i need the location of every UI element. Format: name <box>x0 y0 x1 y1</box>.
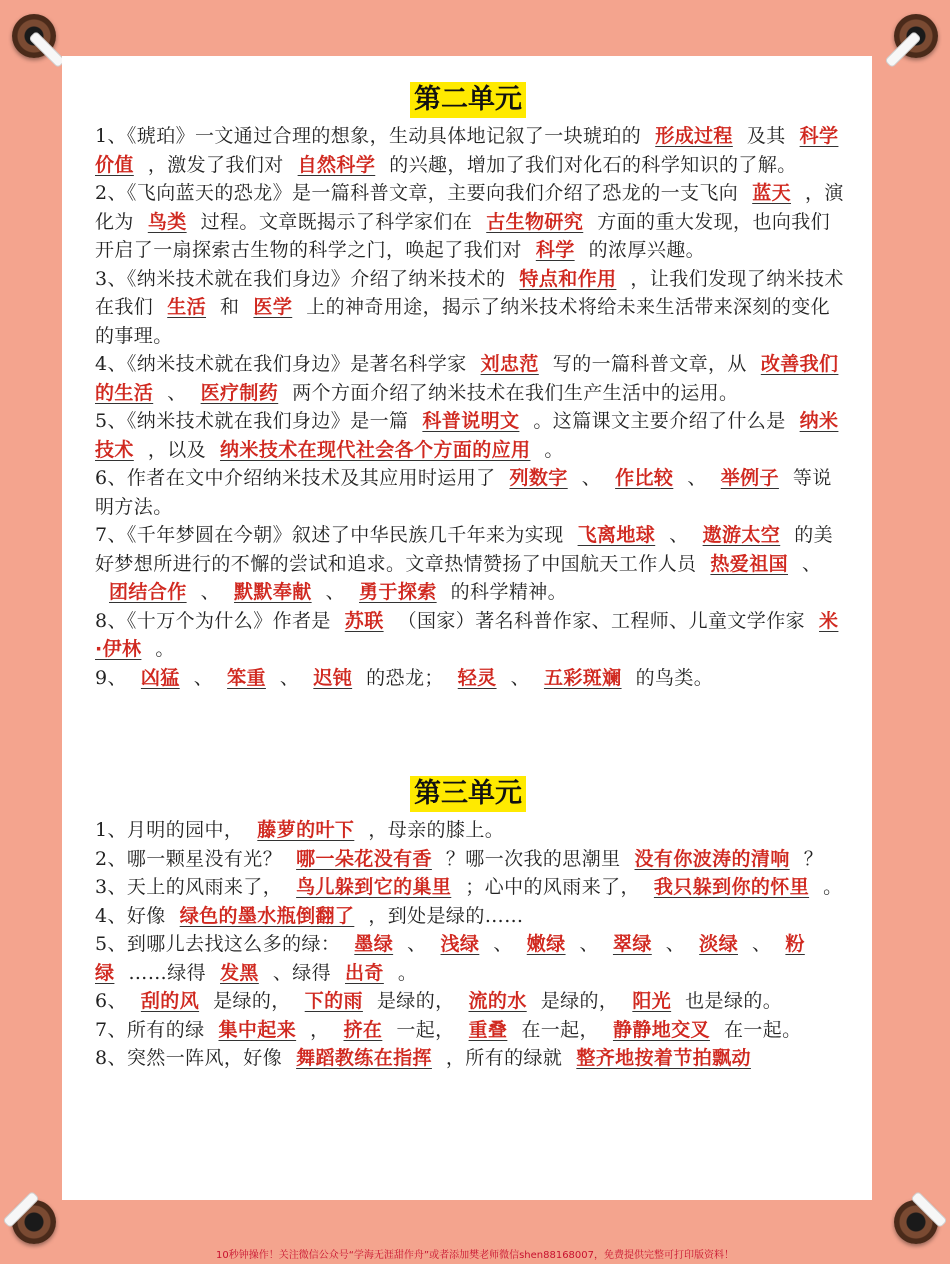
answer-blank: 重叠 <box>468 1018 508 1041</box>
question-text: 一起， <box>396 1018 455 1041</box>
question-text: 1、《琥珀》一文通过合理的想象，生动具体地记叙了一块琥珀的 <box>95 125 642 147</box>
question-text: （国家）著名科普作家、工程师、儿童文学作家 <box>397 609 806 632</box>
question-text: 6、 <box>95 990 127 1012</box>
question-text: 、 <box>279 666 300 689</box>
question-text: 的科学精神。 <box>450 581 568 603</box>
question-text: ？ <box>803 847 824 870</box>
answer-blank: 热爱祖国 <box>710 552 789 575</box>
unit3-list <box>95 816 845 1073</box>
answer-blank: 淡绿 <box>699 933 738 955</box>
question-text: 的兴趣，增加了我们对化石的科学知识的了解。 <box>389 153 797 176</box>
question-text: ；心中的风雨来了， <box>465 876 640 898</box>
question-text: 3、天上的风雨来了， <box>95 876 283 898</box>
question-text: 8、突然一阵风，好像 <box>95 1047 283 1069</box>
question-text: 、 <box>325 581 346 603</box>
answer-blank: 纳米技术在现代社会各个方面的应用 <box>220 438 531 461</box>
answer-blank: 鸟儿躲到它的巢里 <box>296 876 452 898</box>
answer-blank: 没有你波涛的清响 <box>634 847 790 870</box>
question-text: 、 <box>665 933 686 955</box>
unit2-item-1 <box>95 122 845 179</box>
question-text: 上的神奇用途，揭示了纳米技术将给未来生活带来深刻的变化的事理。 <box>95 296 831 347</box>
answer-blank: 刘忠范 <box>480 353 539 375</box>
question-text: 。 <box>544 438 564 461</box>
answer-blank: 嫩绿 <box>526 933 566 955</box>
unit3-item-5 <box>95 930 845 987</box>
question-text: 和 <box>220 296 240 318</box>
answer-blank: 迟钝 <box>313 666 353 689</box>
answer-blank: 集中起来 <box>218 1018 297 1041</box>
answer-blank: 纳米技术 <box>95 410 839 461</box>
unit2-item-6 <box>95 464 845 521</box>
answer-blank: 医疗制药 <box>200 381 279 404</box>
question-text: 4、《纳米技术就在我们身边》是著名科学家 <box>95 353 467 375</box>
answer-blank: 粉绿 <box>95 933 805 984</box>
question-text: 、 <box>193 666 214 689</box>
question-text: 。 <box>397 961 418 984</box>
unit2-item-4 <box>95 350 845 407</box>
question-text: 的美好梦想所进行的不懈的尝试和追求。文章热情赞扬了中国航天工作人员 <box>95 524 834 575</box>
question-text: 8、《十万个为什么》作者是 <box>95 609 331 632</box>
unit2-item-9 <box>95 664 845 693</box>
answer-blank: 藤萝的叶下 <box>257 819 355 841</box>
question-text: 过程。文章既揭示了科学家们在 <box>200 210 473 233</box>
question-text: 在一起， <box>521 1018 599 1041</box>
question-text: 、 <box>493 933 513 955</box>
question-text: ，母亲的膝上。 <box>368 819 505 841</box>
answer-blank: 下的雨 <box>304 990 363 1012</box>
question-text: 、 <box>167 381 187 404</box>
answer-blank: 哪一朵花没有香 <box>296 847 432 870</box>
answer-blank: 绿色的墨水瓶倒翻了 <box>179 904 355 927</box>
answer-blank: 浅绿 <box>440 933 480 955</box>
question-text: 5、到哪儿去找这么多的绿： <box>95 933 341 955</box>
unit2-item-2 <box>95 179 845 265</box>
question-text: 、 <box>579 933 599 955</box>
question-text: 、 <box>581 467 602 489</box>
question-text: 是绿的， <box>540 990 619 1012</box>
answer-blank: 五彩斑斓 <box>543 666 622 689</box>
question-text: 的鸟类。 <box>635 666 714 689</box>
answer-blank: 鸟类 <box>147 210 187 233</box>
question-text: 5、《纳米技术就在我们身边》是一篇 <box>95 410 409 432</box>
answer-blank: 改善我们的生活 <box>95 353 839 404</box>
unit2-item-3 <box>95 265 845 351</box>
question-text: 的浓厚兴趣。 <box>588 239 706 261</box>
question-text: 、 <box>510 666 530 689</box>
answer-blank: 流的水 <box>468 990 527 1012</box>
question-text: 2、《飞向蓝天的恐龙》是一篇科普文章，主要向我们介绍了恐龙的一支飞向 <box>95 182 739 204</box>
question-text: 等说明方法。 <box>95 467 832 518</box>
question-text: ， <box>310 1018 330 1041</box>
unit3-item-3 <box>95 873 845 902</box>
answer-blank: 挤在 <box>343 1018 383 1041</box>
answer-blank: 特点和作用 <box>519 267 617 290</box>
question-text: 两个方面介绍了纳米技术在我们生产生活中的运用。 <box>292 381 739 404</box>
question-text: 是绿的， <box>213 990 291 1012</box>
question-text: 4、好像 <box>95 904 166 927</box>
answer-blank: 发黑 <box>220 961 259 984</box>
answer-blank: 整齐地按着节拍飘动 <box>576 1047 751 1069</box>
question-text: 、 <box>687 467 707 489</box>
question-text: ，演化为 <box>95 182 844 233</box>
answer-blank: 墨绿 <box>354 933 394 955</box>
answer-blank: 形成过程 <box>655 125 733 147</box>
answer-blank: 生活 <box>167 296 207 318</box>
answer-blank: 蓝天 <box>752 182 792 204</box>
answer-blank: 默默奉献 <box>234 581 312 603</box>
unit3-item-7 <box>95 1016 845 1045</box>
question-text: 3、《纳米技术就在我们身边》介绍了纳米技术的 <box>95 267 506 290</box>
pushpin-icon <box>12 1200 56 1244</box>
question-text: 的恐龙； <box>366 666 444 689</box>
unit3-item-8 <box>95 1044 845 1073</box>
unit3-item-4 <box>95 902 845 931</box>
answer-blank: 飞离地球 <box>577 524 656 546</box>
question-text: ，以及 <box>147 438 207 461</box>
question-text: 7、《千年梦圆在今朝》叙述了中华民族几千年来为实现 <box>95 524 564 546</box>
question-text: ……绿得 <box>128 961 207 984</box>
answer-blank: 刮的风 <box>140 990 200 1012</box>
pushpin-icon <box>894 1200 938 1244</box>
question-text: 2、哪一颗星没有光？ <box>95 847 283 870</box>
answer-blank: 作比较 <box>615 467 674 489</box>
question-text: 、 <box>200 581 221 603</box>
question-text: 。这篇课文主要介绍了什么是 <box>533 410 786 432</box>
unit2-item-5 <box>95 407 845 464</box>
answer-blank: 翠绿 <box>612 933 652 955</box>
question-text: ，激发了我们对 <box>147 153 284 176</box>
answer-blank: 轻灵 <box>457 666 497 689</box>
question-text: 1、月明的园中， <box>95 819 244 841</box>
unit2-item-8 <box>95 607 845 664</box>
unit2-title: 第二单元 <box>410 82 526 118</box>
answer-blank: 米·伊林 <box>95 609 839 660</box>
unit2-list <box>95 122 845 692</box>
question-text: 是绿的， <box>376 990 455 1012</box>
question-text: 也是绿的。 <box>685 990 783 1012</box>
answer-blank: 勇于探索 <box>359 581 437 603</box>
unit3-title: 第三单元 <box>410 776 526 812</box>
answer-blank: 静静地交叉 <box>612 1018 710 1041</box>
answer-blank: 科学 <box>535 239 575 261</box>
answer-blank: 我只躲到你的怀里 <box>653 876 810 898</box>
answer-blank: 科普说明文 <box>422 410 520 432</box>
unit3-item-2 <box>95 845 845 874</box>
answer-blank: 舞蹈教练在指挥 <box>296 1047 432 1069</box>
question-text: 。 <box>155 638 175 660</box>
question-text: 9、 <box>95 666 127 689</box>
answer-blank: 自然科学 <box>297 153 376 176</box>
pushpin-icon <box>894 14 938 58</box>
footer-notice: 10秒钟操作！关注微信公众号“学海无涯甜作舟”或者添加樊老师微信shen88168007，免费提供完整可打印版资料！ <box>215 1250 735 1261</box>
question-text: 方面的重大发现，也向我们开启了一扇探索古生物的科学之门，唤起了我们对 <box>95 210 831 261</box>
answer-blank: 苏联 <box>344 609 384 632</box>
question-text: 7、所有的绿 <box>95 1018 205 1041</box>
answer-blank: 遨游太空 <box>702 524 781 546</box>
unit3-item-1 <box>95 816 845 845</box>
question-text: 。 <box>823 876 843 898</box>
question-text: ，所有的绿就 <box>445 1047 563 1069</box>
answer-blank: 举例子 <box>720 467 779 489</box>
question-text: 、绿得 <box>272 961 332 984</box>
question-text: 、 <box>669 524 689 546</box>
question-text: 写的一篇科普文章，从 <box>552 353 747 375</box>
answer-blank: 列数字 <box>509 467 568 489</box>
question-text: ，让我们发现了纳米技术在我们 <box>95 267 844 318</box>
answer-blank: 凶猛 <box>140 666 180 689</box>
question-text: 及其 <box>746 125 786 147</box>
question-text: 、 <box>751 933 772 955</box>
question-text: 、 <box>407 933 427 955</box>
question-text: 、 <box>802 552 822 575</box>
pushpin-icon <box>12 14 56 58</box>
answer-blank: 阳光 <box>632 990 672 1012</box>
answer-blank: 医学 <box>253 296 293 318</box>
question-text: 6、作者在文中介绍纳米技术及其应用时运用了 <box>95 467 496 489</box>
question-text: 在一起。 <box>723 1018 802 1041</box>
question-text: ，到处是绿的…… <box>368 904 524 927</box>
answer-blank: 出奇 <box>345 961 384 984</box>
answer-blank: 古生物研究 <box>486 210 584 233</box>
unit2-item-7 <box>95 521 845 607</box>
answer-blank: 笨重 <box>227 666 266 689</box>
answer-blank: 团结合作 <box>109 581 187 603</box>
answer-blank: 科学价值 <box>95 125 839 176</box>
question-text: ？哪一次我的思潮里 <box>445 847 621 870</box>
unit3-item-6 <box>95 987 845 1016</box>
